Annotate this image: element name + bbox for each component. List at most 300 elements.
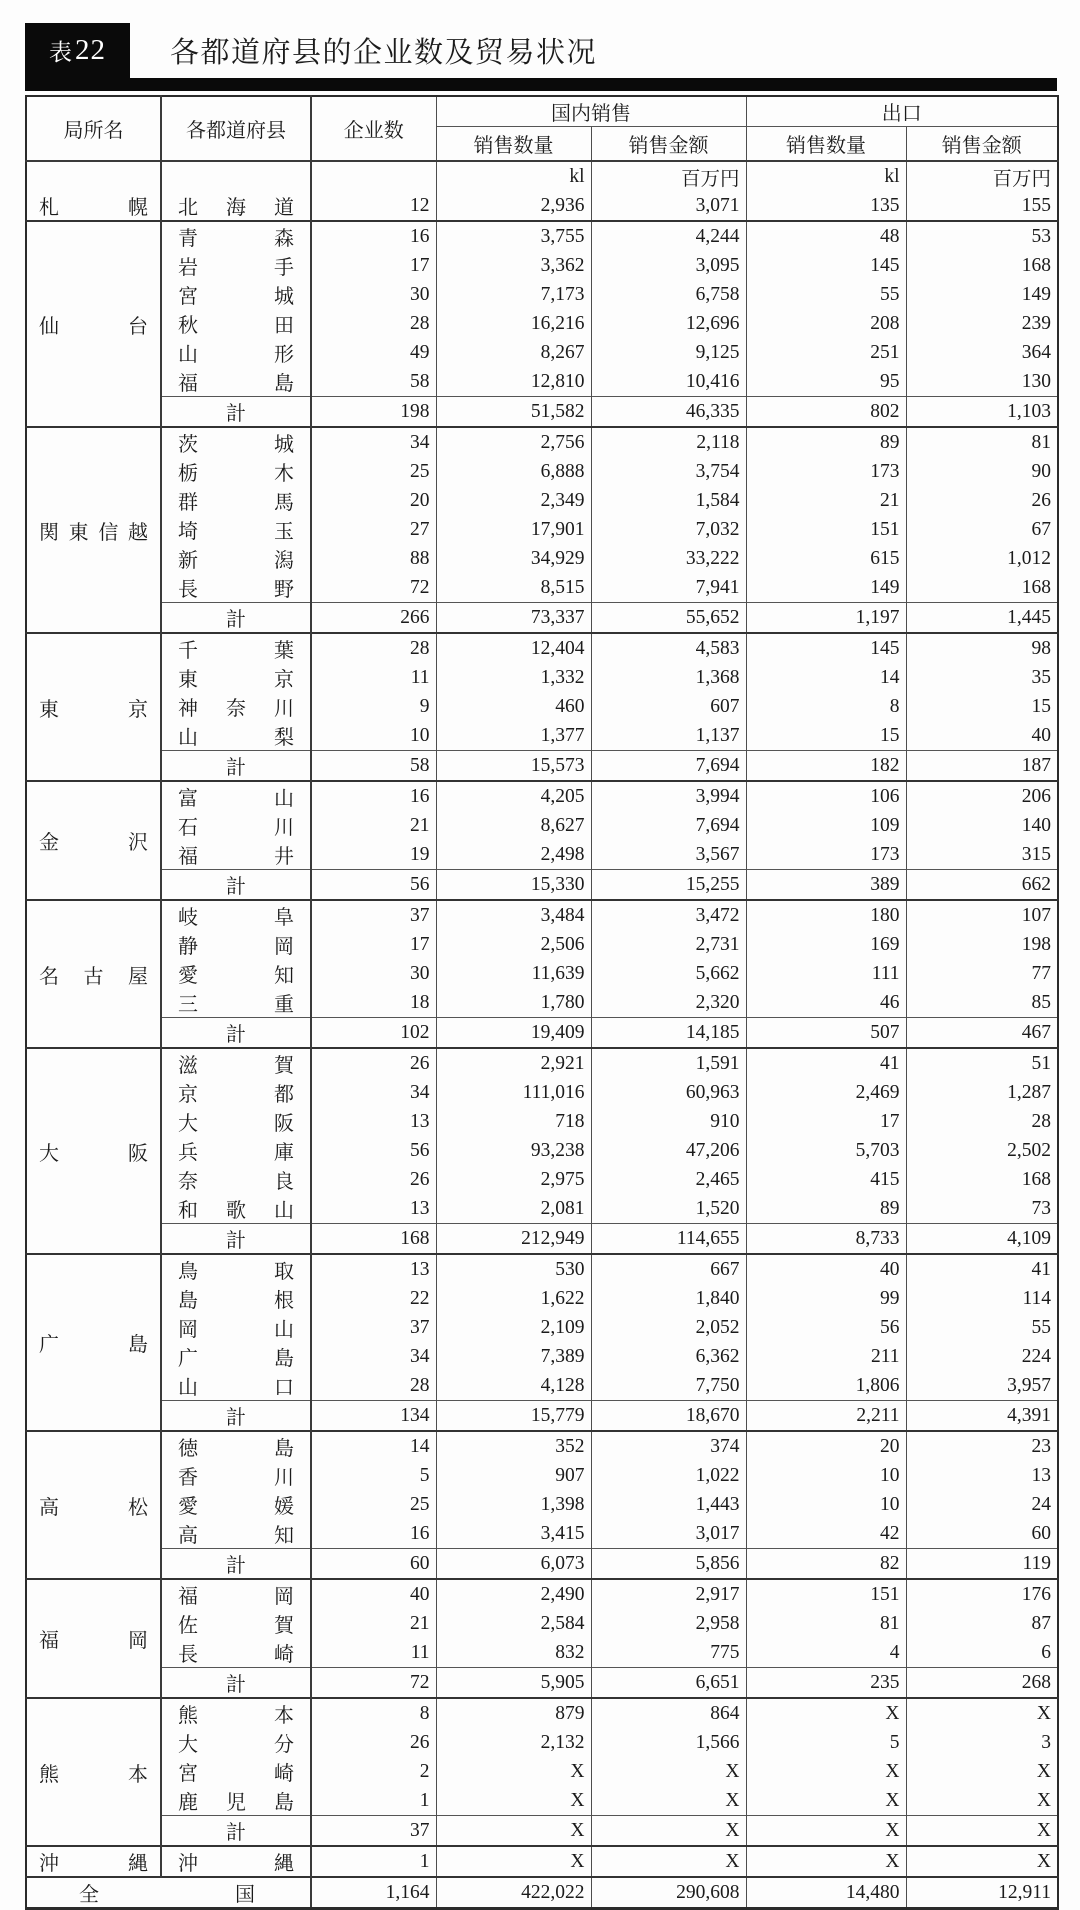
export-amount-cell: 206 bbox=[906, 781, 1058, 811]
export-qty-cell: 415 bbox=[746, 1165, 906, 1194]
prefecture-row bbox=[26, 573, 1058, 603]
export-amount-cell: 60 bbox=[1031, 1522, 1051, 1544]
export-qty-cell: 4 bbox=[746, 1638, 906, 1668]
domestic-qty-cell: 2,936 bbox=[436, 191, 591, 221]
domestic-qty-cell: 718 bbox=[436, 1107, 591, 1136]
companies-cell: 1,164 bbox=[311, 1877, 436, 1909]
companies-cell: 37 bbox=[311, 900, 436, 930]
prefecture-cell: 高知 bbox=[161, 1519, 311, 1549]
national-label-cell: 全 国 bbox=[26, 1877, 311, 1909]
prefecture-cell: 和歌山 bbox=[161, 1194, 311, 1224]
prefecture-row bbox=[26, 1313, 1058, 1342]
prefecture-row bbox=[26, 692, 1058, 721]
export-amount-cell: 1,287 bbox=[1007, 1081, 1051, 1103]
export-amount-cell: 98 bbox=[906, 633, 1058, 663]
export-amount-cell: X bbox=[906, 1846, 1058, 1877]
prefecture-cell: 鳥取 bbox=[161, 1254, 311, 1284]
companies-cell: 37 bbox=[311, 1816, 436, 1847]
export-qty-cell: 111 bbox=[746, 959, 906, 988]
companies-cell: 58 bbox=[311, 367, 436, 397]
domestic-qty-cell: 3,484 bbox=[436, 900, 591, 930]
export-qty-cell: 106 bbox=[746, 781, 906, 811]
total-label-cell: 計 bbox=[161, 1816, 311, 1847]
prefecture-row bbox=[26, 486, 1058, 515]
domestic-amount-cell: 2,731 bbox=[591, 930, 746, 959]
export-amount-cell: 114 bbox=[1022, 1287, 1051, 1309]
domestic-amount-cell: 4,244 bbox=[591, 221, 746, 251]
export-qty-cell: 173 bbox=[746, 840, 906, 870]
total-label-cell: 計 bbox=[161, 603, 311, 634]
prefecture-cell: 愛知 bbox=[161, 959, 311, 988]
export-qty-cell: 180 bbox=[746, 900, 906, 930]
prefecture-row bbox=[26, 427, 1058, 457]
prefecture-cell: 大分 bbox=[161, 1728, 311, 1757]
bureau-cell: 大 阪 bbox=[26, 1048, 161, 1254]
domestic-amount-cell: 7,941 bbox=[591, 573, 746, 603]
prefecture-cell: 广島 bbox=[161, 1342, 311, 1371]
domestic-qty-cell: 8,267 bbox=[436, 338, 591, 367]
export-qty-cell: 42 bbox=[746, 1519, 906, 1549]
prefecture-row bbox=[26, 1107, 1058, 1136]
total-label-cell: 計 bbox=[161, 1401, 311, 1432]
bureau-cell: 福 岡 bbox=[26, 1579, 161, 1698]
prefecture-row bbox=[26, 721, 1058, 751]
companies-cell: 60 bbox=[311, 1549, 436, 1580]
prefecture-cell: 東京 bbox=[161, 663, 311, 692]
companies-cell: 16 bbox=[311, 781, 436, 811]
domestic-amount-cell: 3,472 bbox=[591, 900, 746, 930]
prefecture-row bbox=[26, 663, 1058, 692]
prefecture-cell: 福岡 bbox=[161, 1579, 311, 1609]
companies-cell: 28 bbox=[311, 309, 436, 338]
domestic-qty-cell: 11,639 bbox=[436, 959, 591, 988]
prefecture-cell: 奈良 bbox=[161, 1165, 311, 1194]
export-amount-cell: 41 bbox=[906, 1254, 1058, 1284]
export-amount-cell: 224 bbox=[1021, 1345, 1051, 1367]
export-amount-cell: 77 bbox=[1031, 962, 1051, 984]
companies-cell: 21 bbox=[311, 811, 436, 840]
companies-cell: 72 bbox=[311, 1668, 436, 1699]
domestic-amount-cell: 1,443 bbox=[591, 1490, 746, 1519]
domestic-amount-cell: 374 bbox=[591, 1431, 746, 1461]
domestic-amount-cell: 1,566 bbox=[591, 1728, 746, 1757]
companies-cell: 13 bbox=[311, 1107, 436, 1136]
companies-cell: 30 bbox=[311, 280, 436, 309]
companies-cell: 28 bbox=[311, 1371, 436, 1401]
units-spacer bbox=[26, 161, 161, 191]
prefecture-row bbox=[26, 338, 1058, 367]
export-amount-cell: 140 bbox=[1021, 814, 1051, 836]
export-qty-cell: 55 bbox=[746, 280, 906, 309]
export-amount-cell: 53 bbox=[906, 221, 1058, 251]
companies-cell: 13 bbox=[311, 1254, 436, 1284]
domestic-qty-cell: 2,975 bbox=[436, 1165, 591, 1194]
export-qty-cell: X bbox=[746, 1698, 906, 1728]
domestic-amount-cell: 7,694 bbox=[591, 811, 746, 840]
domestic-qty-cell: 7,173 bbox=[436, 280, 591, 309]
domestic-amount-cell: 10,416 bbox=[591, 367, 746, 397]
export-amount-cell: 24 bbox=[1031, 1493, 1051, 1515]
export-amount-cell: 55 bbox=[1031, 1316, 1051, 1338]
prefecture-cell: 沖縄 bbox=[161, 1846, 311, 1877]
companies-cell: 1 bbox=[311, 1846, 436, 1877]
export-qty-cell: 8,733 bbox=[746, 1224, 906, 1255]
domestic-qty-cell: 73,337 bbox=[436, 603, 591, 634]
total-label-cell: 計 bbox=[161, 1018, 311, 1049]
companies-cell: 102 bbox=[311, 1018, 436, 1049]
domestic-qty-cell: 1,622 bbox=[436, 1284, 591, 1313]
domestic-amount-cell: 910 bbox=[591, 1107, 746, 1136]
companies-cell: 26 bbox=[311, 1048, 436, 1078]
export-qty-cell: 8 bbox=[746, 692, 906, 721]
export-qty-cell: 151 bbox=[746, 515, 906, 544]
prefecture-row bbox=[26, 1254, 1058, 1284]
domestic-amount-cell: 864 bbox=[591, 1698, 746, 1728]
domestic-qty-cell: 6,888 bbox=[436, 457, 591, 486]
domestic-amount-cell: X bbox=[591, 1846, 746, 1877]
domestic-amount-cell: 114,655 bbox=[591, 1224, 746, 1255]
page-title: 各都道府县的企业数及贸易状况 bbox=[170, 37, 598, 69]
export-qty-cell: 48 bbox=[746, 221, 906, 251]
export-qty-cell: X bbox=[746, 1757, 906, 1786]
page bbox=[0, 23, 1080, 1906]
prefecture-cell: 石川 bbox=[161, 811, 311, 840]
domestic-qty-cell: 212,949 bbox=[436, 1224, 591, 1255]
prefecture-cell: 静岡 bbox=[161, 930, 311, 959]
domestic-qty-cell: 2,498 bbox=[436, 840, 591, 870]
export-qty-cell: 173 bbox=[746, 457, 906, 486]
domestic-qty-cell: 1,332 bbox=[436, 663, 591, 692]
companies-cell: 14 bbox=[311, 1431, 436, 1461]
domestic-qty-cell: 19,409 bbox=[436, 1018, 591, 1049]
domestic-qty-cell: 422,022 bbox=[436, 1877, 591, 1909]
prefecture-cell: 栃木 bbox=[161, 457, 311, 486]
domestic-qty-cell: 6,073 bbox=[436, 1549, 591, 1580]
prefecture-row bbox=[26, 781, 1058, 811]
prefecture-cell: 埼玉 bbox=[161, 515, 311, 544]
export-qty-cell: 802 bbox=[746, 397, 906, 428]
domestic-qty-cell: 15,779 bbox=[436, 1401, 591, 1432]
export-amount-cell: 239 bbox=[1021, 312, 1051, 334]
export-amount-cell: 4,391 bbox=[906, 1401, 1058, 1432]
domestic-amount-cell: 14,185 bbox=[591, 1018, 746, 1049]
export-amount-cell: 198 bbox=[1021, 933, 1051, 955]
prefecture-row bbox=[26, 309, 1058, 338]
domestic-amount-cell: 667 bbox=[591, 1254, 746, 1284]
domestic-amount-cell: 2,320 bbox=[591, 988, 746, 1018]
bureau-cell: 名古屋 bbox=[26, 900, 161, 1048]
prefecture-row bbox=[26, 1371, 1058, 1401]
prefecture-cell: 香川 bbox=[161, 1461, 311, 1490]
export-amount-cell: 119 bbox=[906, 1549, 1058, 1580]
domestic-amount-cell: 4,583 bbox=[591, 633, 746, 663]
companies-cell: 56 bbox=[311, 870, 436, 901]
domestic-amount-cell: 60,963 bbox=[591, 1078, 746, 1107]
companies-cell: 28 bbox=[311, 633, 436, 663]
companies-cell: 34 bbox=[311, 1342, 436, 1371]
export-amount-cell: 168 bbox=[1021, 254, 1051, 276]
export-qty-cell: 89 bbox=[746, 427, 906, 457]
bureau-cell: 广 島 bbox=[26, 1254, 161, 1431]
domestic-amount-cell: 607 bbox=[591, 692, 746, 721]
companies-cell: 5 bbox=[311, 1461, 436, 1490]
export-amount-cell: 35 bbox=[1031, 666, 1051, 688]
export-amount-cell: 187 bbox=[906, 751, 1058, 782]
prefecture-cell: 三重 bbox=[161, 988, 311, 1018]
table-number-badge bbox=[25, 23, 130, 78]
domestic-amount-cell: 1,520 bbox=[591, 1194, 746, 1224]
domestic-qty-cell: 93,238 bbox=[436, 1136, 591, 1165]
export-amount-cell: 90 bbox=[1031, 460, 1051, 482]
total-label-cell: 計 bbox=[161, 1668, 311, 1699]
export-qty-cell: X bbox=[746, 1846, 906, 1877]
prefecture-row bbox=[26, 1284, 1058, 1313]
domestic-qty-cell: 3,755 bbox=[436, 221, 591, 251]
export-qty-cell: 169 bbox=[746, 930, 906, 959]
group-total-row bbox=[26, 1018, 1058, 1049]
export-qty-cell: 46 bbox=[746, 988, 906, 1018]
export-qty-cell: 5,703 bbox=[746, 1136, 906, 1165]
export-qty-cell: 15 bbox=[746, 721, 906, 751]
export-amount-cell: 268 bbox=[906, 1668, 1058, 1699]
export-amount-cell: 364 bbox=[1021, 341, 1051, 363]
companies-cell: 198 bbox=[311, 397, 436, 428]
prefecture-row bbox=[26, 811, 1058, 840]
total-label-cell: 計 bbox=[161, 397, 311, 428]
companies-cell: 34 bbox=[311, 427, 436, 457]
group-total-row bbox=[26, 870, 1058, 901]
domestic-amount-cell: 1,591 bbox=[591, 1048, 746, 1078]
export-amount-cell: 107 bbox=[906, 900, 1058, 930]
export-amount-cell: 1,103 bbox=[906, 397, 1058, 428]
companies-cell: 18 bbox=[311, 988, 436, 1018]
domestic-qty-cell: 12,810 bbox=[436, 367, 591, 397]
prefecture-row bbox=[26, 1342, 1058, 1371]
header-domestic-qty: 销售数量 bbox=[436, 127, 591, 162]
prefecture-row bbox=[26, 1490, 1058, 1519]
export-qty-cell: 2,211 bbox=[746, 1401, 906, 1432]
domestic-amount-cell: 3,754 bbox=[591, 457, 746, 486]
companies-cell: 16 bbox=[311, 1519, 436, 1549]
domestic-amount-cell: 1,368 bbox=[591, 663, 746, 692]
export-qty-cell: 145 bbox=[746, 251, 906, 280]
export-qty-cell: 10 bbox=[746, 1490, 906, 1519]
companies-cell: 26 bbox=[311, 1728, 436, 1757]
export-qty-cell: 507 bbox=[746, 1018, 906, 1049]
export-amount-cell: 176 bbox=[906, 1579, 1058, 1609]
domestic-qty-cell: 2,081 bbox=[436, 1194, 591, 1224]
domestic-amount-cell: 7,694 bbox=[591, 751, 746, 782]
domestic-qty-cell: 2,349 bbox=[436, 486, 591, 515]
companies-cell: 88 bbox=[311, 544, 436, 573]
table-body bbox=[26, 161, 1058, 1909]
export-qty-cell: 1,806 bbox=[746, 1371, 906, 1401]
companies-cell: 19 bbox=[311, 840, 436, 870]
domestic-qty-cell: 2,132 bbox=[436, 1728, 591, 1757]
export-amount-cell: 26 bbox=[1031, 489, 1051, 511]
companies-cell: 22 bbox=[311, 1284, 436, 1313]
export-amount-cell: 168 bbox=[1021, 576, 1051, 598]
export-amount-cell: X bbox=[1036, 1760, 1051, 1782]
export-amount-cell: 467 bbox=[906, 1018, 1058, 1049]
prefecture-cell: 新潟 bbox=[161, 544, 311, 573]
export-qty-cell: 251 bbox=[746, 338, 906, 367]
domestic-qty-cell: 907 bbox=[436, 1461, 591, 1490]
prefecture-row bbox=[26, 959, 1058, 988]
prefecture-cell: 青森 bbox=[161, 221, 311, 251]
domestic-amount-cell: 7,032 bbox=[591, 515, 746, 544]
prefecture-cell: 岩手 bbox=[161, 251, 311, 280]
companies-cell: 16 bbox=[311, 221, 436, 251]
header-prefecture: 各都道府县 bbox=[161, 96, 311, 161]
companies-cell: 13 bbox=[311, 1194, 436, 1224]
table-tag-number: 22 bbox=[75, 34, 106, 66]
export-qty-cell: 14 bbox=[746, 663, 906, 692]
national-total-row bbox=[26, 1877, 1058, 1909]
domestic-amount-cell: 33,222 bbox=[591, 544, 746, 573]
domestic-amount-cell: 5,856 bbox=[591, 1549, 746, 1580]
prefecture-row bbox=[26, 1194, 1058, 1224]
prefecture-cell: 富山 bbox=[161, 781, 311, 811]
domestic-amount-cell: 15,255 bbox=[591, 870, 746, 901]
group-total-row bbox=[26, 751, 1058, 782]
export-qty-cell: 208 bbox=[746, 309, 906, 338]
domestic-amount-cell: 3,567 bbox=[591, 840, 746, 870]
companies-cell: 17 bbox=[311, 930, 436, 959]
prefecture-row bbox=[26, 1846, 1058, 1877]
companies-cell: 1 bbox=[311, 1786, 436, 1816]
companies-cell: 2 bbox=[311, 1757, 436, 1786]
domestic-qty-cell: 2,921 bbox=[436, 1048, 591, 1078]
companies-cell: 10 bbox=[311, 721, 436, 751]
export-qty-cell: 82 bbox=[746, 1549, 906, 1580]
export-amount-cell: 1,012 bbox=[1007, 547, 1051, 569]
domestic-amount-cell: 3,071 bbox=[591, 191, 746, 221]
domestic-amount-cell: X bbox=[591, 1757, 746, 1786]
companies-cell: 25 bbox=[311, 1490, 436, 1519]
export-qty-cell: 14,480 bbox=[746, 1877, 906, 1909]
header-bureau: 局所名 bbox=[26, 96, 161, 161]
group-total-row bbox=[26, 1668, 1058, 1699]
prefecture-cell: 島根 bbox=[161, 1284, 311, 1313]
total-label-cell: 計 bbox=[161, 1549, 311, 1580]
prefecture-cell: 鹿児島 bbox=[161, 1786, 311, 1816]
domestic-amount-cell: 2,118 bbox=[591, 427, 746, 457]
companies-cell: 12 bbox=[311, 191, 436, 221]
domestic-amount-cell: 2,917 bbox=[591, 1579, 746, 1609]
domestic-qty-cell: 111,016 bbox=[436, 1078, 591, 1107]
export-amount-cell: 87 bbox=[1031, 1612, 1051, 1634]
domestic-amount-cell: 1,840 bbox=[591, 1284, 746, 1313]
domestic-qty-cell: 16,216 bbox=[436, 309, 591, 338]
export-amount-cell: 73 bbox=[1031, 1197, 1051, 1219]
companies-cell: 40 bbox=[311, 1579, 436, 1609]
prefecture-trade-table bbox=[25, 95, 1059, 1910]
domestic-amount-cell: 18,670 bbox=[591, 1401, 746, 1432]
export-qty-cell: 145 bbox=[746, 633, 906, 663]
domestic-qty-cell: 8,627 bbox=[436, 811, 591, 840]
prefecture-cell: 京都 bbox=[161, 1078, 311, 1107]
bureau-cell: 東 京 bbox=[26, 633, 161, 781]
companies-cell: 8 bbox=[311, 1698, 436, 1728]
unit-export-qty: kl bbox=[746, 161, 906, 191]
domestic-qty-cell: 4,128 bbox=[436, 1371, 591, 1401]
companies-cell: 72 bbox=[311, 573, 436, 603]
group-total-row bbox=[26, 603, 1058, 634]
domestic-qty-cell: X bbox=[436, 1757, 591, 1786]
companies-cell: 11 bbox=[311, 1638, 436, 1668]
companies-cell: 21 bbox=[311, 1609, 436, 1638]
domestic-qty-cell: 15,573 bbox=[436, 751, 591, 782]
header-export-qty: 销售数量 bbox=[746, 127, 906, 162]
prefecture-row bbox=[26, 1638, 1058, 1668]
domestic-qty-cell: 5,905 bbox=[436, 1668, 591, 1699]
prefecture-row bbox=[26, 251, 1058, 280]
prefecture-cell: 千葉 bbox=[161, 633, 311, 663]
table-tag-label: 表 bbox=[49, 40, 72, 65]
prefecture-cell: 徳島 bbox=[161, 1431, 311, 1461]
companies-cell: 37 bbox=[311, 1313, 436, 1342]
export-amount-cell: 3 bbox=[1041, 1731, 1051, 1753]
companies-cell: 49 bbox=[311, 338, 436, 367]
prefecture-cell: 愛媛 bbox=[161, 1490, 311, 1519]
export-amount-cell: X bbox=[906, 1816, 1058, 1847]
companies-cell: 17 bbox=[311, 251, 436, 280]
domestic-amount-cell: 5,662 bbox=[591, 959, 746, 988]
export-qty-cell: 56 bbox=[746, 1313, 906, 1342]
export-qty-cell: 1,197 bbox=[746, 603, 906, 634]
export-qty-cell: 615 bbox=[746, 544, 906, 573]
prefecture-row bbox=[26, 1431, 1058, 1461]
export-qty-cell: 41 bbox=[746, 1048, 906, 1078]
domestic-amount-cell: 1,022 bbox=[591, 1461, 746, 1490]
domestic-amount-cell: 46,335 bbox=[591, 397, 746, 428]
domestic-qty-cell: 1,780 bbox=[436, 988, 591, 1018]
header-domestic-amount: 销售金额 bbox=[591, 127, 746, 162]
prefecture-cell: 宮城 bbox=[161, 280, 311, 309]
export-amount-cell: 6 bbox=[1041, 1641, 1051, 1663]
prefecture-row bbox=[26, 900, 1058, 930]
header-export: 出口 bbox=[746, 96, 1058, 127]
prefecture-cell: 兵庫 bbox=[161, 1136, 311, 1165]
domestic-amount-cell: 12,696 bbox=[591, 309, 746, 338]
export-amount-cell: 130 bbox=[1021, 370, 1051, 392]
domestic-qty-cell: X bbox=[436, 1786, 591, 1816]
prefecture-cell: 大阪 bbox=[161, 1107, 311, 1136]
export-amount-cell: 1,445 bbox=[906, 603, 1058, 634]
export-qty-cell: 149 bbox=[746, 573, 906, 603]
prefecture-row bbox=[26, 930, 1058, 959]
domestic-amount-cell: 775 bbox=[591, 1638, 746, 1668]
export-amount-cell: 13 bbox=[1031, 1464, 1051, 1486]
export-amount-cell: 85 bbox=[1031, 991, 1051, 1013]
domestic-qty-cell: 34,929 bbox=[436, 544, 591, 573]
export-qty-cell: 20 bbox=[746, 1431, 906, 1461]
bureau-cell: 沖 縄 bbox=[26, 1846, 161, 1877]
table-header bbox=[26, 96, 1058, 161]
total-label-cell: 計 bbox=[161, 1224, 311, 1255]
group-total-row bbox=[26, 397, 1058, 428]
companies-cell: 11 bbox=[311, 663, 436, 692]
domestic-amount-cell: 3,017 bbox=[591, 1519, 746, 1549]
prefecture-cell: 佐賀 bbox=[161, 1609, 311, 1638]
domestic-amount-cell: 9,125 bbox=[591, 338, 746, 367]
companies-cell: 168 bbox=[311, 1224, 436, 1255]
prefecture-row bbox=[26, 544, 1058, 573]
domestic-qty-cell: 17,901 bbox=[436, 515, 591, 544]
prefecture-row bbox=[26, 1078, 1058, 1107]
unit-domestic-qty: kl bbox=[436, 161, 591, 191]
